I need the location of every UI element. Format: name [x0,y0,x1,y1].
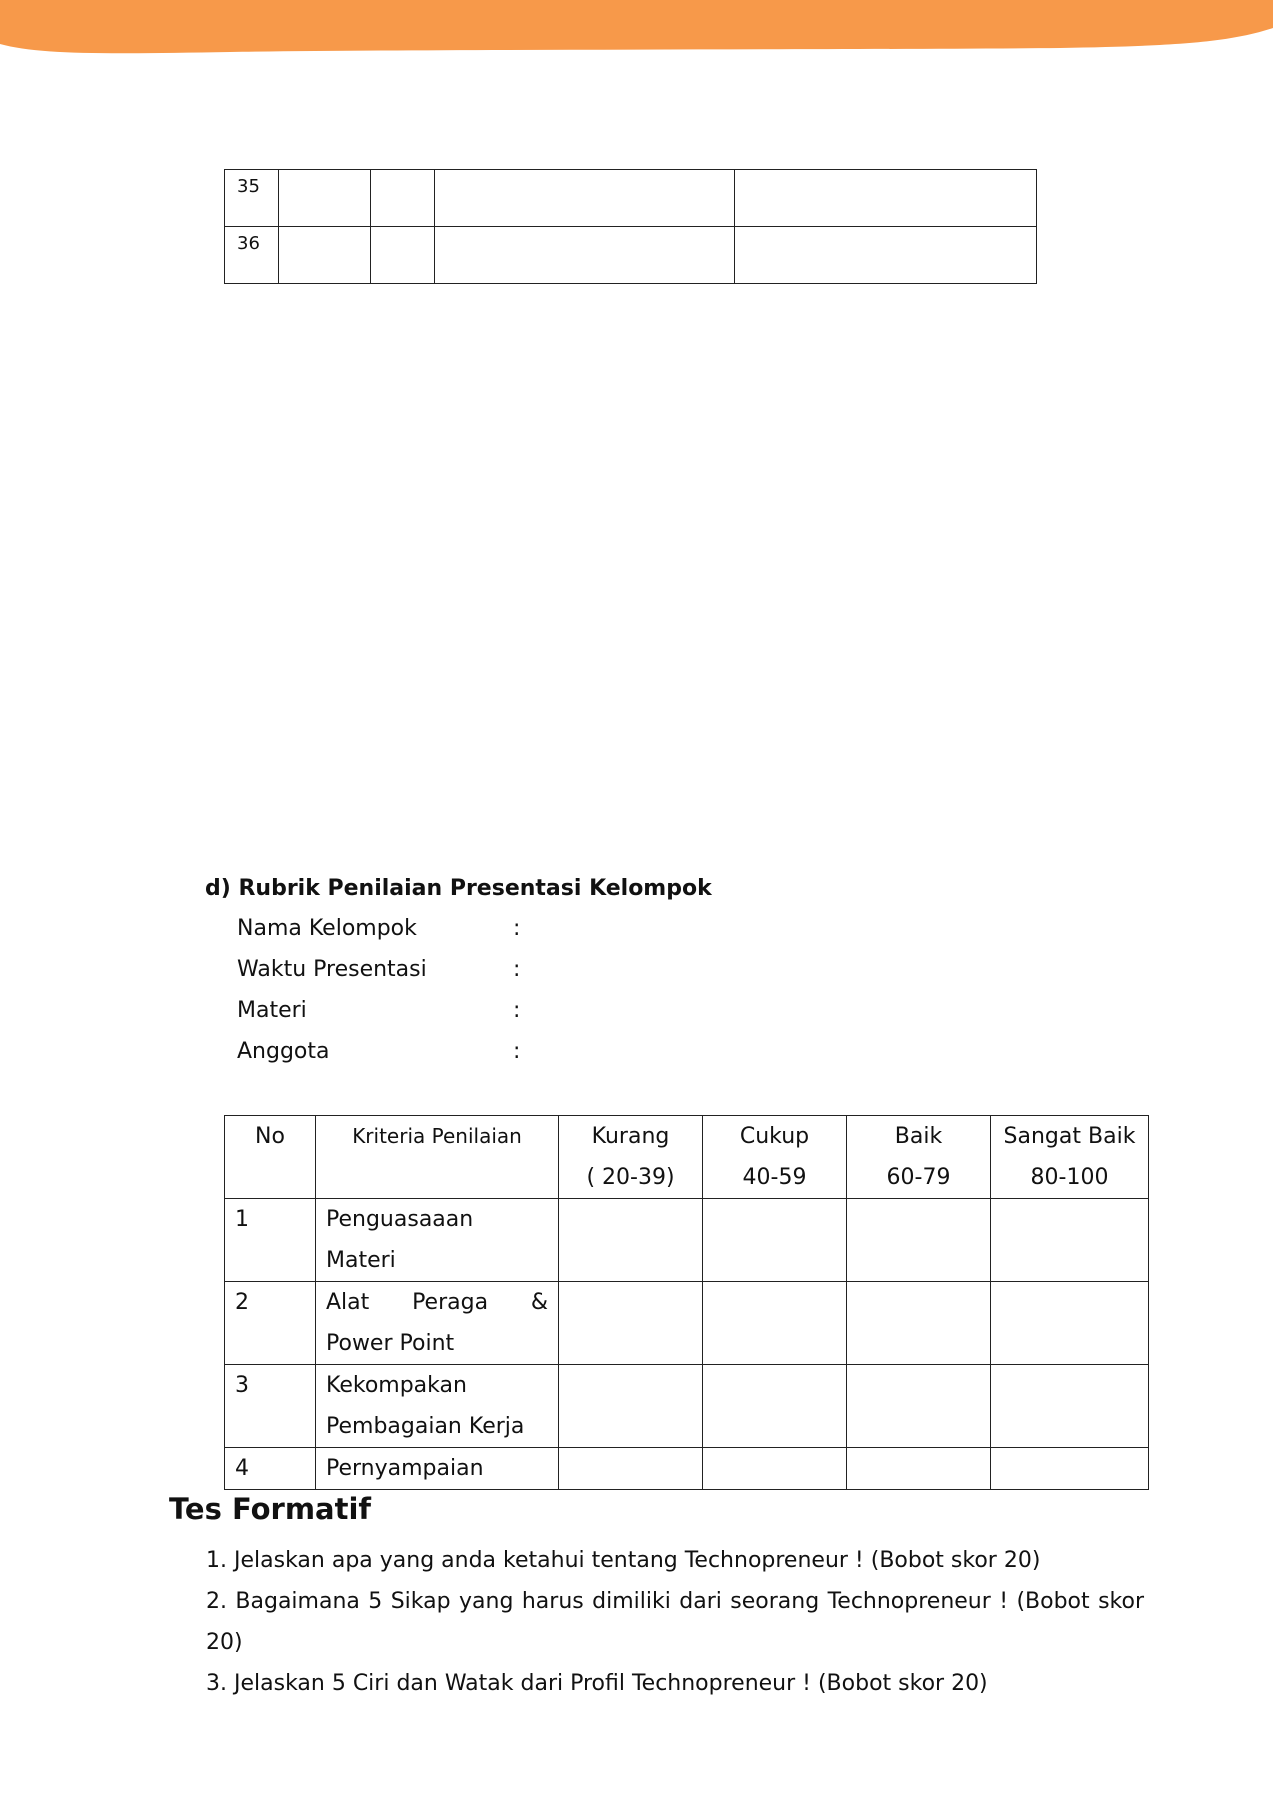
header-cukup [703,1116,847,1199]
table-cell [735,227,1037,284]
table-cell [279,227,371,284]
field-colon: : [513,1039,521,1064]
criteria-text: Power Point [326,1331,455,1356]
score-cell [559,1282,703,1365]
header-baik [847,1116,991,1199]
rubric-title: d) Rubrik Penilaian Presentasi Kelompok [205,876,712,901]
row-number: 4 [225,1448,316,1490]
tes-formatif-title: Tes Formatif [169,1492,372,1526]
field-colon: : [513,916,521,941]
header-no [225,1116,316,1199]
criteria-cell [316,1448,559,1490]
score-cell [991,1199,1149,1282]
field-label-materi: Materi [237,998,307,1023]
field-label-waktu-presentasi: Waktu Presentasi [237,957,427,982]
level-range: ( 20-39) [586,1165,675,1190]
table-cell [371,170,435,227]
criteria-cell [316,1365,559,1448]
criteria-text: Pembagaian Kerja [326,1414,525,1439]
level-name: Cukup [739,1124,810,1149]
level-range: 60-79 [886,1165,951,1190]
score-cell [847,1199,991,1282]
row-number: 1 [225,1199,316,1282]
level-name: Baik [894,1124,943,1149]
header-criteria [316,1116,559,1199]
score-cell [847,1448,991,1490]
field-colon: : [513,998,521,1023]
header-kurang [559,1116,703,1199]
table-row [225,1199,1149,1282]
score-cell [991,1448,1149,1490]
question-2: 2. Bagaimana 5 Sikap yang harus dimiliki dari seorang Technopreneur ! (Bobot skor [206,1589,1144,1614]
attendance-table [224,169,1037,284]
score-cell [703,1365,847,1448]
criteria-line [326,1282,548,1323]
table-cell [435,170,735,227]
table-row [225,1282,1149,1365]
score-cell [847,1365,991,1448]
question-1: 1. Jelaskan apa yang anda ketahui tentang Technopreneur ! (Bobot skor 20) [206,1548,1041,1573]
row-number: 2 [225,1282,316,1365]
table-row [225,1448,1149,1490]
score-cell [991,1282,1149,1365]
rubric-table [224,1115,1149,1490]
criteria-cell [316,1282,559,1365]
table-cell [435,227,735,284]
table-header-row [225,1116,1149,1199]
row-number: 3 [225,1365,316,1448]
header-sangat-baik [991,1116,1149,1199]
score-cell [703,1448,847,1490]
table-row [225,1365,1149,1448]
level-range: 40-59 [742,1165,807,1190]
score-cell [559,1448,703,1490]
question-2-continuation: 20) [206,1630,243,1655]
header-wave-decoration [0,0,1273,80]
level-name: Kurang [591,1124,670,1149]
criteria-word: & [530,1290,548,1315]
score-cell [703,1199,847,1282]
criteria-text: Penguasaaan Materi [326,1207,474,1273]
header-criteria-label: Kriteria Penilaian [352,1124,522,1148]
criteria-text: Pernyampaian [326,1456,484,1481]
table-cell [279,170,371,227]
row-number: 35 [225,170,279,227]
level-range: 80-100 [1030,1165,1109,1190]
score-cell [991,1365,1149,1448]
field-colon: : [513,957,521,982]
criteria-text: Kekompakan [326,1373,467,1398]
field-label-nama-kelompok: Nama Kelompok [237,916,417,941]
criteria-cell [316,1199,559,1282]
header-wave-shape [0,0,1273,53]
table-cell [735,170,1037,227]
score-cell [847,1282,991,1365]
question-3: 3. Jelaskan 5 Ciri dan Watak dari Profil Technopreneur ! (Bobot skor 20) [206,1671,988,1696]
criteria-word: Alat [326,1290,370,1315]
level-name: Sangat Baik [1003,1124,1136,1149]
score-cell [559,1199,703,1282]
score-cell [559,1365,703,1448]
field-label-anggota: Anggota [237,1039,330,1064]
table-row [225,170,1037,227]
table-cell [371,227,435,284]
header-no-label: No [255,1124,285,1149]
table-row [225,227,1037,284]
criteria-word: Peraga [412,1290,489,1315]
score-cell [703,1282,847,1365]
row-number: 36 [225,227,279,284]
